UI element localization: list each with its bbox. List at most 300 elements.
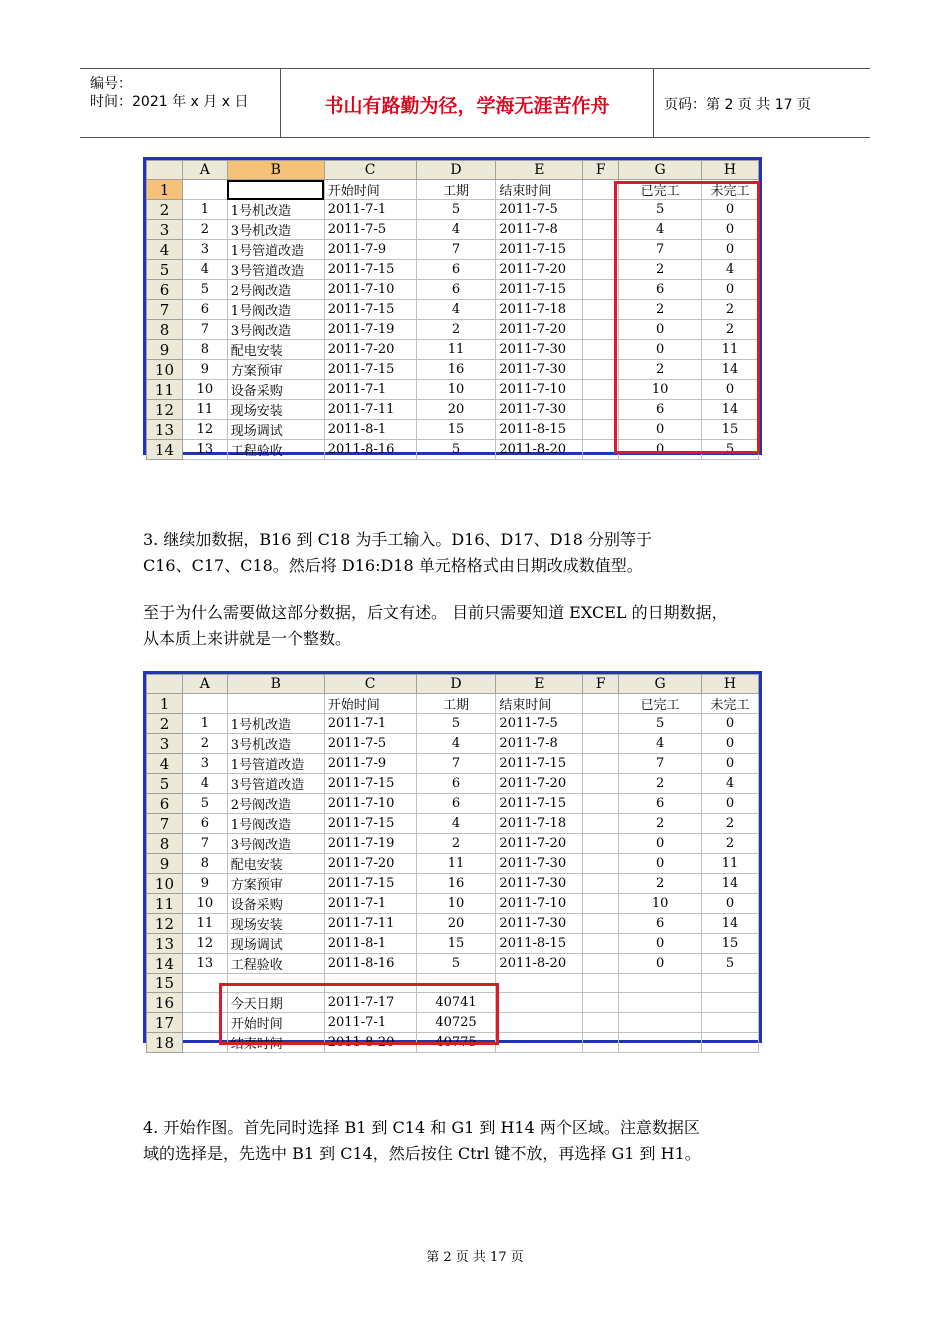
row-header[interactable]: 11 (147, 894, 183, 914)
cell-a9[interactable]: 8 (182, 340, 227, 360)
cell-b10[interactable]: 方案预审 (227, 360, 324, 380)
row-header[interactable]: 6 (147, 794, 183, 814)
cell-b12[interactable]: 现场安装 (227, 914, 324, 934)
cell-h8[interactable]: 2 (702, 320, 759, 340)
cell-b1[interactable] (227, 180, 324, 200)
cell-e11[interactable]: 2011-7-10 (496, 894, 583, 914)
cell-c12[interactable]: 2011-7-11 (324, 400, 416, 420)
cell-c18[interactable]: 2011-8-20 (324, 1033, 416, 1053)
cell-e8[interactable]: 2011-7-20 (496, 834, 583, 854)
cell-b5[interactable]: 3号管道改造 (227, 260, 324, 280)
cell-d11[interactable]: 10 (416, 380, 496, 400)
cell-c9[interactable]: 2011-7-20 (324, 854, 416, 874)
cell-a14[interactable]: 13 (182, 954, 227, 974)
cell-f13[interactable] (583, 420, 619, 440)
cell-f1[interactable] (583, 694, 619, 714)
cell-g12[interactable]: 6 (619, 400, 702, 420)
column-header-c[interactable]: C (324, 675, 416, 694)
row-header[interactable]: 9 (147, 854, 183, 874)
cell-b7[interactable]: 1号阀改造 (227, 300, 324, 320)
cell-a4[interactable]: 3 (182, 754, 227, 774)
cell-f7[interactable] (583, 814, 619, 834)
column-header-h[interactable]: H (702, 161, 759, 180)
cell-g13[interactable]: 0 (619, 934, 702, 954)
cell-g2[interactable]: 5 (619, 200, 702, 220)
cell-f5[interactable] (583, 774, 619, 794)
cell-h18[interactable] (702, 1033, 759, 1053)
cell-a2[interactable]: 1 (182, 200, 227, 220)
row-header[interactable]: 12 (147, 400, 183, 420)
cell-f15[interactable] (583, 974, 619, 993)
cell-g8[interactable]: 0 (619, 834, 702, 854)
cell-d8[interactable]: 2 (416, 834, 496, 854)
cell-d12[interactable]: 20 (416, 914, 496, 934)
cell-f11[interactable] (583, 380, 619, 400)
cell-g3[interactable]: 4 (619, 220, 702, 240)
cell-h9[interactable]: 11 (702, 854, 759, 874)
cell-b8[interactable]: 3号阀改造 (227, 320, 324, 340)
cell-c3[interactable]: 2011-7-5 (324, 220, 416, 240)
cell-h13[interactable]: 15 (702, 934, 759, 954)
row-header[interactable]: 11 (147, 380, 183, 400)
cell-h14[interactable]: 5 (702, 954, 759, 974)
column-header-c[interactable]: C (324, 161, 416, 180)
cell-a17[interactable] (182, 1013, 227, 1033)
cell-f8[interactable] (583, 320, 619, 340)
cell-d8[interactable]: 2 (416, 320, 496, 340)
cell-f17[interactable] (583, 1013, 619, 1033)
cell-g8[interactable]: 0 (619, 320, 702, 340)
cell-e3[interactable]: 2011-7-8 (496, 734, 583, 754)
cell-a13[interactable]: 12 (182, 934, 227, 954)
cell-c16[interactable]: 2011-7-17 (324, 993, 416, 1013)
cell-b6[interactable]: 2号阀改造 (227, 794, 324, 814)
cell-f6[interactable] (583, 280, 619, 300)
cell-a6[interactable]: 5 (182, 280, 227, 300)
row-header[interactable]: 5 (147, 260, 183, 280)
cell-h9[interactable]: 11 (702, 340, 759, 360)
select-all-corner[interactable] (147, 675, 183, 694)
cell-f12[interactable] (583, 400, 619, 420)
column-header-f[interactable]: F (583, 675, 619, 694)
cell-h3[interactable]: 0 (702, 220, 759, 240)
cell-a2[interactable]: 1 (182, 714, 227, 734)
cell-d13[interactable]: 15 (416, 420, 496, 440)
row-header[interactable]: 6 (147, 280, 183, 300)
cell-b4[interactable]: 1号管道改造 (227, 240, 324, 260)
cell-c6[interactable]: 2011-7-10 (324, 280, 416, 300)
column-header-d[interactable]: D (416, 161, 496, 180)
cell-a8[interactable]: 7 (182, 834, 227, 854)
cell-g3[interactable]: 4 (619, 734, 702, 754)
cell-h12[interactable]: 14 (702, 914, 759, 934)
cell-e1[interactable]: 结束时间 (496, 694, 583, 714)
cell-g7[interactable]: 2 (619, 814, 702, 834)
cell-c17[interactable]: 2011-7-1 (324, 1013, 416, 1033)
cell-b14[interactable]: 工程验收 (227, 954, 324, 974)
cell-e6[interactable]: 2011-7-15 (496, 280, 583, 300)
cell-g13[interactable]: 0 (619, 420, 702, 440)
cell-c2[interactable]: 2011-7-1 (324, 200, 416, 220)
cell-a16[interactable] (182, 993, 227, 1013)
cell-f7[interactable] (583, 300, 619, 320)
cell-c15[interactable] (324, 974, 416, 993)
cell-c4[interactable]: 2011-7-9 (324, 754, 416, 774)
cell-d5[interactable]: 6 (416, 260, 496, 280)
cell-e10[interactable]: 2011-7-30 (496, 874, 583, 894)
cell-d11[interactable]: 10 (416, 894, 496, 914)
cell-h15[interactable] (702, 974, 759, 993)
cell-f4[interactable] (583, 754, 619, 774)
row-header[interactable]: 7 (147, 300, 183, 320)
cell-e5[interactable]: 2011-7-20 (496, 774, 583, 794)
cell-d10[interactable]: 16 (416, 360, 496, 380)
cell-d3[interactable]: 4 (416, 220, 496, 240)
cell-h10[interactable]: 14 (702, 874, 759, 894)
column-header-g[interactable]: G (619, 161, 702, 180)
cell-b14[interactable]: 工程验收 (227, 440, 324, 460)
row-header[interactable]: 3 (147, 734, 183, 754)
cell-h4[interactable]: 0 (702, 240, 759, 260)
row-header[interactable]: 9 (147, 340, 183, 360)
cell-e12[interactable]: 2011-7-30 (496, 914, 583, 934)
cell-a3[interactable]: 2 (182, 220, 227, 240)
column-header-f[interactable]: F (583, 161, 619, 180)
row-header[interactable]: 14 (147, 440, 183, 460)
cell-b8[interactable]: 3号阀改造 (227, 834, 324, 854)
cell-b10[interactable]: 方案预审 (227, 874, 324, 894)
cell-a5[interactable]: 4 (182, 260, 227, 280)
cell-e15[interactable] (496, 974, 583, 993)
cell-g11[interactable]: 10 (619, 894, 702, 914)
cell-g16[interactable] (619, 993, 702, 1013)
row-header[interactable]: 2 (147, 200, 183, 220)
cell-a3[interactable]: 2 (182, 734, 227, 754)
cell-h1[interactable]: 未完工 (702, 180, 759, 200)
cell-h13[interactable]: 15 (702, 420, 759, 440)
cell-f12[interactable] (583, 914, 619, 934)
cell-d12[interactable]: 20 (416, 400, 496, 420)
cell-h5[interactable]: 4 (702, 774, 759, 794)
cell-g9[interactable]: 0 (619, 340, 702, 360)
cell-c3[interactable]: 2011-7-5 (324, 734, 416, 754)
row-header[interactable]: 13 (147, 420, 183, 440)
cell-a11[interactable]: 10 (182, 380, 227, 400)
row-header[interactable]: 10 (147, 360, 183, 380)
cell-h4[interactable]: 0 (702, 754, 759, 774)
cell-h6[interactable]: 0 (702, 794, 759, 814)
column-header-e[interactable]: E (496, 675, 583, 694)
row-header[interactable]: 8 (147, 320, 183, 340)
cell-a1[interactable] (182, 694, 227, 714)
cell-e6[interactable]: 2011-7-15 (496, 794, 583, 814)
cell-e9[interactable]: 2011-7-30 (496, 340, 583, 360)
cell-c14[interactable]: 2011-8-16 (324, 440, 416, 460)
cell-a8[interactable]: 7 (182, 320, 227, 340)
row-header[interactable]: 12 (147, 914, 183, 934)
cell-g6[interactable]: 6 (619, 794, 702, 814)
cell-c2[interactable]: 2011-7-1 (324, 714, 416, 734)
cell-f18[interactable] (583, 1033, 619, 1053)
cell-h1[interactable]: 未完工 (702, 694, 759, 714)
cell-h16[interactable] (702, 993, 759, 1013)
cell-f6[interactable] (583, 794, 619, 814)
cell-b2[interactable]: 1号机改造 (227, 714, 324, 734)
cell-c7[interactable]: 2011-7-15 (324, 814, 416, 834)
cell-d14[interactable]: 5 (416, 440, 496, 460)
cell-a10[interactable]: 9 (182, 874, 227, 894)
row-header[interactable]: 10 (147, 874, 183, 894)
cell-c12[interactable]: 2011-7-11 (324, 914, 416, 934)
cell-f16[interactable] (583, 993, 619, 1013)
cell-f14[interactable] (583, 954, 619, 974)
cell-h5[interactable]: 4 (702, 260, 759, 280)
cell-b1[interactable] (227, 694, 324, 714)
cell-g10[interactable]: 2 (619, 360, 702, 380)
row-header[interactable]: 3 (147, 220, 183, 240)
row-header[interactable]: 16 (147, 993, 183, 1013)
cell-b6[interactable]: 2号阀改造 (227, 280, 324, 300)
cell-g4[interactable]: 7 (619, 240, 702, 260)
cell-f10[interactable] (583, 360, 619, 380)
cell-d4[interactable]: 7 (416, 240, 496, 260)
cell-c8[interactable]: 2011-7-19 (324, 834, 416, 854)
cell-h10[interactable]: 14 (702, 360, 759, 380)
row-header[interactable]: 5 (147, 774, 183, 794)
cell-b5[interactable]: 3号管道改造 (227, 774, 324, 794)
cell-d18[interactable]: 40775 (416, 1033, 496, 1053)
cell-e2[interactable]: 2011-7-5 (496, 200, 583, 220)
cell-b11[interactable]: 设备采购 (227, 380, 324, 400)
cell-f2[interactable] (583, 714, 619, 734)
cell-c1[interactable]: 开始时间 (324, 694, 416, 714)
cell-b3[interactable]: 3号机改造 (227, 734, 324, 754)
row-header[interactable]: 1 (147, 694, 183, 714)
cell-d9[interactable]: 11 (416, 854, 496, 874)
cell-a15[interactable] (182, 974, 227, 993)
cell-h11[interactable]: 0 (702, 380, 759, 400)
cell-b9[interactable]: 配电安装 (227, 340, 324, 360)
cell-e7[interactable]: 2011-7-18 (496, 814, 583, 834)
cell-g1[interactable]: 已完工 (619, 180, 702, 200)
cell-e13[interactable]: 2011-8-15 (496, 420, 583, 440)
cell-a4[interactable]: 3 (182, 240, 227, 260)
cell-d2[interactable]: 5 (416, 714, 496, 734)
cell-g12[interactable]: 6 (619, 914, 702, 934)
cell-c9[interactable]: 2011-7-20 (324, 340, 416, 360)
row-header[interactable]: 18 (147, 1033, 183, 1053)
cell-f1[interactable] (583, 180, 619, 200)
cell-g15[interactable] (619, 974, 702, 993)
cell-d15[interactable] (416, 974, 496, 993)
cell-e2[interactable]: 2011-7-5 (496, 714, 583, 734)
select-all-corner[interactable] (147, 161, 183, 180)
cell-h14[interactable]: 5 (702, 440, 759, 460)
cell-d6[interactable]: 6 (416, 794, 496, 814)
cell-f5[interactable] (583, 260, 619, 280)
cell-e13[interactable]: 2011-8-15 (496, 934, 583, 954)
column-header-a[interactable]: A (182, 675, 227, 694)
cell-a11[interactable]: 10 (182, 894, 227, 914)
cell-e11[interactable]: 2011-7-10 (496, 380, 583, 400)
column-header-h[interactable]: H (702, 675, 759, 694)
column-header-b[interactable]: B (227, 675, 324, 694)
cell-g11[interactable]: 10 (619, 380, 702, 400)
cell-g18[interactable] (619, 1033, 702, 1053)
cell-f3[interactable] (583, 220, 619, 240)
cell-d2[interactable]: 5 (416, 200, 496, 220)
row-header[interactable]: 14 (147, 954, 183, 974)
cell-d7[interactable]: 4 (416, 300, 496, 320)
cell-a12[interactable]: 11 (182, 400, 227, 420)
cell-b13[interactable]: 现场调试 (227, 934, 324, 954)
cell-b15[interactable] (227, 974, 324, 993)
column-header-g[interactable]: G (619, 675, 702, 694)
cell-e4[interactable]: 2011-7-15 (496, 754, 583, 774)
cell-h12[interactable]: 14 (702, 400, 759, 420)
column-header-e[interactable]: E (496, 161, 583, 180)
cell-b18[interactable]: 结束时间 (227, 1033, 324, 1053)
row-header[interactable]: 8 (147, 834, 183, 854)
cell-f8[interactable] (583, 834, 619, 854)
cell-a7[interactable]: 6 (182, 814, 227, 834)
cell-f4[interactable] (583, 240, 619, 260)
cell-f9[interactable] (583, 854, 619, 874)
cell-d1[interactable]: 工期 (416, 694, 496, 714)
cell-a7[interactable]: 6 (182, 300, 227, 320)
cell-g10[interactable]: 2 (619, 874, 702, 894)
cell-e4[interactable]: 2011-7-15 (496, 240, 583, 260)
cell-g6[interactable]: 6 (619, 280, 702, 300)
cell-c10[interactable]: 2011-7-15 (324, 874, 416, 894)
cell-b11[interactable]: 设备采购 (227, 894, 324, 914)
cell-h7[interactable]: 2 (702, 814, 759, 834)
cell-e9[interactable]: 2011-7-30 (496, 854, 583, 874)
cell-f9[interactable] (583, 340, 619, 360)
row-header[interactable]: 17 (147, 1013, 183, 1033)
cell-a14[interactable]: 13 (182, 440, 227, 460)
cell-g14[interactable]: 0 (619, 440, 702, 460)
cell-a9[interactable]: 8 (182, 854, 227, 874)
cell-e5[interactable]: 2011-7-20 (496, 260, 583, 280)
cell-e8[interactable]: 2011-7-20 (496, 320, 583, 340)
cell-e14[interactable]: 2011-8-20 (496, 954, 583, 974)
cell-d9[interactable]: 11 (416, 340, 496, 360)
cell-c7[interactable]: 2011-7-15 (324, 300, 416, 320)
row-header[interactable]: 13 (147, 934, 183, 954)
cell-h6[interactable]: 0 (702, 280, 759, 300)
row-header[interactable]: 2 (147, 714, 183, 734)
cell-f10[interactable] (583, 874, 619, 894)
cell-g9[interactable]: 0 (619, 854, 702, 874)
cell-c1[interactable]: 开始时间 (324, 180, 416, 200)
cell-b12[interactable]: 现场安装 (227, 400, 324, 420)
cell-e3[interactable]: 2011-7-8 (496, 220, 583, 240)
cell-c13[interactable]: 2011-8-1 (324, 420, 416, 440)
column-header-a[interactable]: A (182, 161, 227, 180)
cell-c11[interactable]: 2011-7-1 (324, 894, 416, 914)
cell-h11[interactable]: 0 (702, 894, 759, 914)
cell-a18[interactable] (182, 1033, 227, 1053)
cell-d6[interactable]: 6 (416, 280, 496, 300)
cell-d7[interactable]: 4 (416, 814, 496, 834)
cell-c4[interactable]: 2011-7-9 (324, 240, 416, 260)
cell-f11[interactable] (583, 894, 619, 914)
row-header[interactable]: 4 (147, 754, 183, 774)
cell-e14[interactable]: 2011-8-20 (496, 440, 583, 460)
cell-g17[interactable] (619, 1013, 702, 1033)
cell-f3[interactable] (583, 734, 619, 754)
cell-b16[interactable]: 今天日期 (227, 993, 324, 1013)
cell-b13[interactable]: 现场调试 (227, 420, 324, 440)
cell-h8[interactable]: 2 (702, 834, 759, 854)
cell-h7[interactable]: 2 (702, 300, 759, 320)
row-header[interactable]: 1 (147, 180, 183, 200)
row-header[interactable]: 15 (147, 974, 183, 993)
cell-a5[interactable]: 4 (182, 774, 227, 794)
cell-b3[interactable]: 3号机改造 (227, 220, 324, 240)
cell-f14[interactable] (583, 440, 619, 460)
row-header[interactable]: 4 (147, 240, 183, 260)
cell-h3[interactable]: 0 (702, 734, 759, 754)
cell-g14[interactable]: 0 (619, 954, 702, 974)
cell-g4[interactable]: 7 (619, 754, 702, 774)
cell-h2[interactable]: 0 (702, 714, 759, 734)
cell-d1[interactable]: 工期 (416, 180, 496, 200)
cell-a10[interactable]: 9 (182, 360, 227, 380)
cell-h17[interactable] (702, 1013, 759, 1033)
cell-e12[interactable]: 2011-7-30 (496, 400, 583, 420)
cell-c10[interactable]: 2011-7-15 (324, 360, 416, 380)
cell-b7[interactable]: 1号阀改造 (227, 814, 324, 834)
cell-g5[interactable]: 2 (619, 260, 702, 280)
cell-c5[interactable]: 2011-7-15 (324, 260, 416, 280)
cell-g5[interactable]: 2 (619, 774, 702, 794)
cell-b4[interactable]: 1号管道改造 (227, 754, 324, 774)
cell-d14[interactable]: 5 (416, 954, 496, 974)
cell-c8[interactable]: 2011-7-19 (324, 320, 416, 340)
cell-h2[interactable]: 0 (702, 200, 759, 220)
cell-d10[interactable]: 16 (416, 874, 496, 894)
cell-d3[interactable]: 4 (416, 734, 496, 754)
cell-g2[interactable]: 5 (619, 714, 702, 734)
cell-e17[interactable] (496, 1013, 583, 1033)
cell-b2[interactable]: 1号机改造 (227, 200, 324, 220)
cell-d5[interactable]: 6 (416, 774, 496, 794)
cell-e7[interactable]: 2011-7-18 (496, 300, 583, 320)
cell-c11[interactable]: 2011-7-1 (324, 380, 416, 400)
cell-d13[interactable]: 15 (416, 934, 496, 954)
cell-d4[interactable]: 7 (416, 754, 496, 774)
cell-c5[interactable]: 2011-7-15 (324, 774, 416, 794)
cell-e18[interactable] (496, 1033, 583, 1053)
cell-c13[interactable]: 2011-8-1 (324, 934, 416, 954)
cell-b17[interactable]: 开始时间 (227, 1013, 324, 1033)
cell-a12[interactable]: 11 (182, 914, 227, 934)
cell-e1[interactable]: 结束时间 (496, 180, 583, 200)
cell-e10[interactable]: 2011-7-30 (496, 360, 583, 380)
cell-g7[interactable]: 2 (619, 300, 702, 320)
cell-f2[interactable] (583, 200, 619, 220)
cell-a13[interactable]: 12 (182, 420, 227, 440)
cell-d16[interactable]: 40741 (416, 993, 496, 1013)
cell-b9[interactable]: 配电安装 (227, 854, 324, 874)
column-header-b[interactable]: B (227, 161, 324, 180)
cell-c6[interactable]: 2011-7-10 (324, 794, 416, 814)
cell-a1[interactable] (182, 180, 227, 200)
cell-f13[interactable] (583, 934, 619, 954)
row-header[interactable]: 7 (147, 814, 183, 834)
